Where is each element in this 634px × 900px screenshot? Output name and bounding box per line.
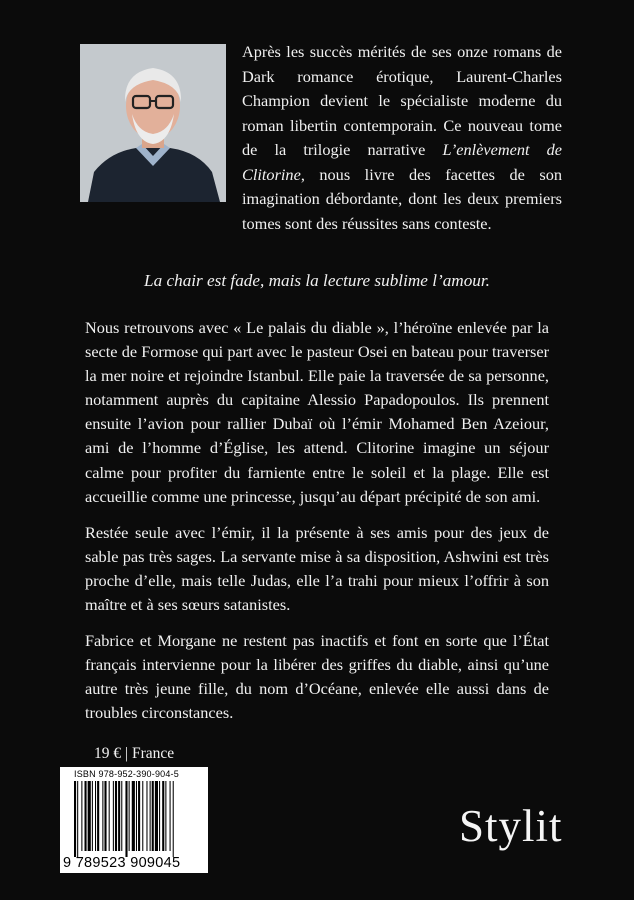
barcode-bar: [150, 781, 151, 851]
barcode-bar: [132, 781, 135, 851]
barcode-bar: [118, 781, 120, 851]
barcode-bar: [109, 781, 110, 851]
author-portrait-image: [80, 44, 226, 202]
barcode-bar: [113, 781, 114, 851]
barcode-bar: [104, 781, 106, 851]
barcode-bar: [170, 781, 171, 851]
author-photo: [80, 44, 226, 202]
barcode-bar: [88, 781, 91, 851]
barcode-bar: [77, 781, 78, 857]
price-label: 19 € | France: [94, 745, 175, 762]
barcode-bar: [138, 781, 140, 851]
synopsis-paragraph-1: Nous retrouvons avec « Le palais du diable », l’héroïne enlevée par la secte de Formose qui part avec le pasteur Osei en bateau pour traverser la mer noire et rejoindre Istanbul. Elle paie la traversée de sa personne, notamment auprès du capitaine Alessio Papadopoulos. Ils prennent ensuite l’avion pour rallier Dubaï où l’émir Mohamed Ben Azeiour, ami de l’homme d’Église, les attend. Clitorine imagine un séjour calme pour profiter du farniente entre le soleil et la plage. Elle est accueillie comme une princesse, jusqu’au départ précipité de son ami.: [85, 318, 549, 506]
isbn-digits: 9 789523 909045: [63, 855, 181, 871]
barcode-bar: [136, 781, 137, 851]
barcode-bar: [173, 781, 174, 857]
bio-text-b: , nous livre des facettes de son imagination débordante, dont les deux premiers tomes sont des réussites sans conteste.: [242, 164, 562, 233]
barcode-bar: [121, 781, 122, 851]
synopsis-paragraph-3: Fabrice et Morgane ne restent pas inactifs et font en sorte que l’État français intervienne pour la libérer des griffes du diable, ainsi qu’une autre très jeune fille, du nom d’Océane, enlevée elle aussi dans de troubles circonstances.: [85, 631, 549, 723]
barcode-bar: [142, 781, 143, 851]
barcode-bar: [92, 781, 93, 851]
isbn-label: ISBN 978-952-390-904-5: [74, 769, 179, 779]
barcode-bar: [129, 781, 130, 851]
barcode-bar: [146, 781, 147, 851]
tagline-quote: La chair est fade, mais la lecture sublime l’amour.: [144, 271, 490, 290]
barcode-bar: [115, 781, 117, 851]
barcode-bar: [162, 781, 164, 851]
barcode-bar: [165, 781, 166, 851]
barcode-bar: [81, 781, 82, 851]
barcode-bar: [159, 781, 160, 851]
barcode-bar: [97, 781, 99, 851]
barcode-bar: [95, 781, 96, 851]
publisher-logo: Stylit: [459, 801, 563, 851]
barcode-bar: [102, 781, 103, 851]
barcode-bar: [85, 781, 87, 851]
synopsis: [85, 316, 549, 738]
isbn-barcode: [60, 767, 208, 873]
bio-text-a: Après les succès mérités de ses onze romans de Dark romance érotique, Laurent-Charles Champion devient le spécialiste moderne du roman libertin contemporain. Ce nouveau tome de la trilogie narrative: [242, 42, 562, 159]
barcode-bar: [125, 781, 127, 857]
synopsis-paragraph-2: Restée seule avec l’émir, il la présente à ses amis pour des jeux de sable pas très sages. La servante mise à sa disposition, Ashwini est très proche d’elle, mais telle Judas, elle l’a trahi pour mieux l’offrir à son maître et à ses sœurs satanistes.: [85, 522, 549, 615]
barcode-bar: [74, 781, 76, 857]
author-bio: [242, 40, 562, 236]
barcode-bar: [152, 781, 154, 851]
barcode-bar: [155, 781, 158, 851]
bio-book-title: L’enlèvement de Clitorine: [242, 140, 563, 184]
